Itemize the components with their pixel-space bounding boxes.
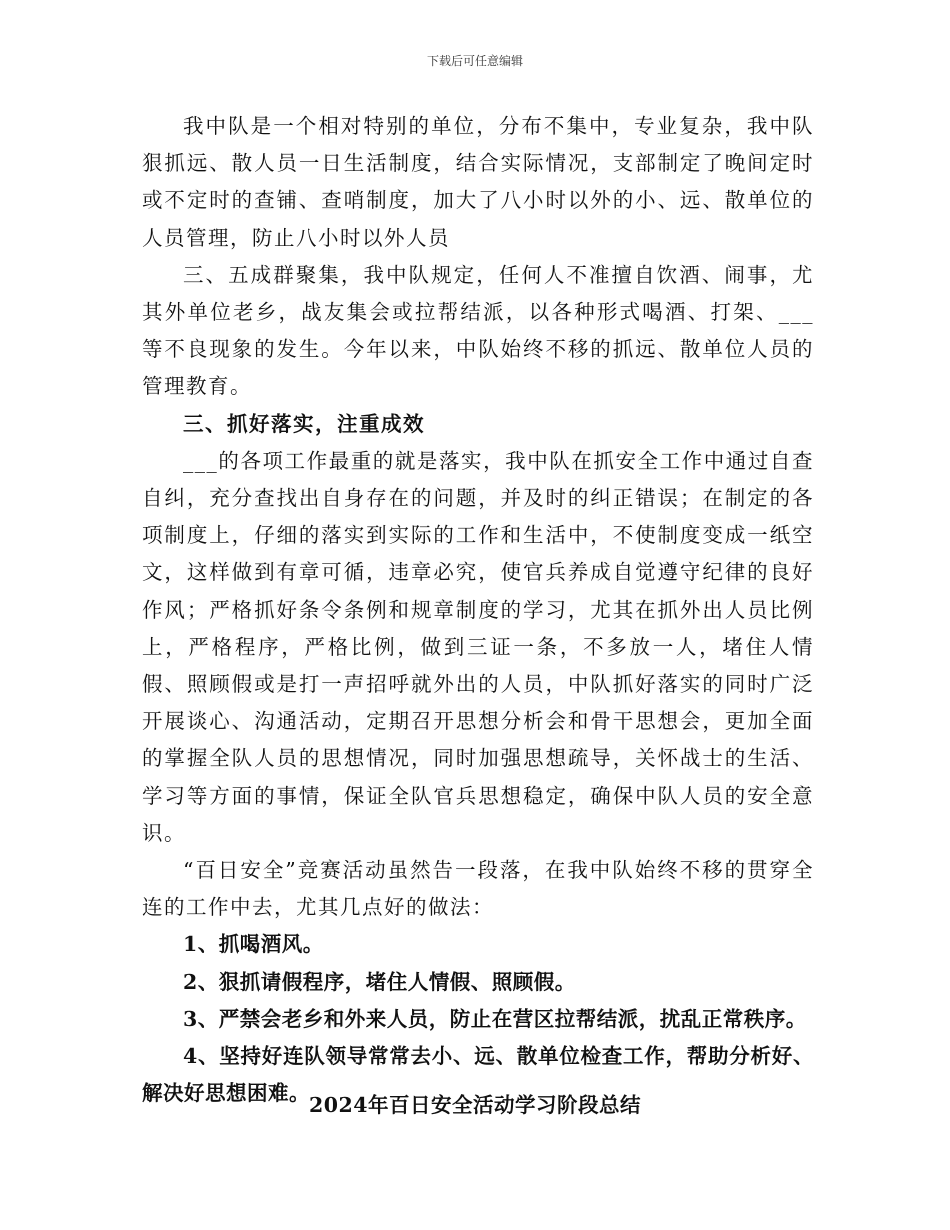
- paragraph-implementation-details: ___的各项工作最重的就是落实，我中队在抓安全工作中通过自查自纠，充分查找出自身存在的问题，并及时的纠正错误；在制定的各项制度上，仔细的落实到实际的工作和生活中，不使制度变成一纸空文，这样做到有章可循，违章必究，使官兵养成自觉遵守纪律的良好作风；严格抓好条令条例和规章制度的学习，尤其在抓外出人员比例上，严格程序，严格比例，做到三证一条，不多放一人，堵住人情假、照顾假或是打一声招呼就外出的人员，中队抓好落实的同时广泛开展谈心、沟通活动，定期召开思想分析会和骨干思想会，更加全面的掌握全队人员的思想情况，同时加强思想疏导，关怀战士的生活、学习等方面的事情，保证全队官兵思想稳定，确保中队人员的安全意识。: [142, 448, 814, 845]
- paragraph-gathering-rules: 三、五成群聚集，我中队规定，任何人不准擅自饮酒、闹事，尤其外单位老乡，战友集会或拉帮结派，以各种形式喝酒、打架、___等不良现象的发生。今年以来，中队始终不移的抓远、散单位人员的管理教育。: [142, 262, 814, 399]
- list-item-practice-1: 1、抓喝酒风。: [183, 932, 324, 957]
- page-header-note: 下载后可任意编辑: [426, 54, 523, 68]
- section-heading-implementation: 三、抓好落实，注重成效: [183, 411, 425, 436]
- list-item-practice-2: 2、狠抓请假程序，堵住人情假、照顾假。: [183, 969, 576, 994]
- document-body: [142, 108, 814, 1112]
- next-document-title: 2024年百日安全活动学习阶段总结: [308, 1093, 642, 1117]
- list-item-practice-4: 4、坚持好连队领导常常去小、远、散单位检查工作，帮助分析好、解决好思想困难。: [142, 1044, 814, 1106]
- paragraph-campaign-summary: “百日安全”竞赛活动虽然告一段落，在我中队始终不移的贯穿全连的工作中去，尤其几点好的做法：: [142, 858, 814, 920]
- paragraph-personnel-management: 我中队是一个相对特别的单位，分布不集中，专业复杂，我中队狠抓远、散人员一日生活制度，结合实际情况，支部制定了晚间定时或不定时的查铺、查哨制度，加大了八小时以外的小、远、散单位的人员管理，防止八小时以外人员: [142, 114, 814, 250]
- list-item-practice-3: 3、严禁会老乡和外来人员，防止在营区拉帮结派，扰乱正常秩序。: [183, 1006, 807, 1031]
